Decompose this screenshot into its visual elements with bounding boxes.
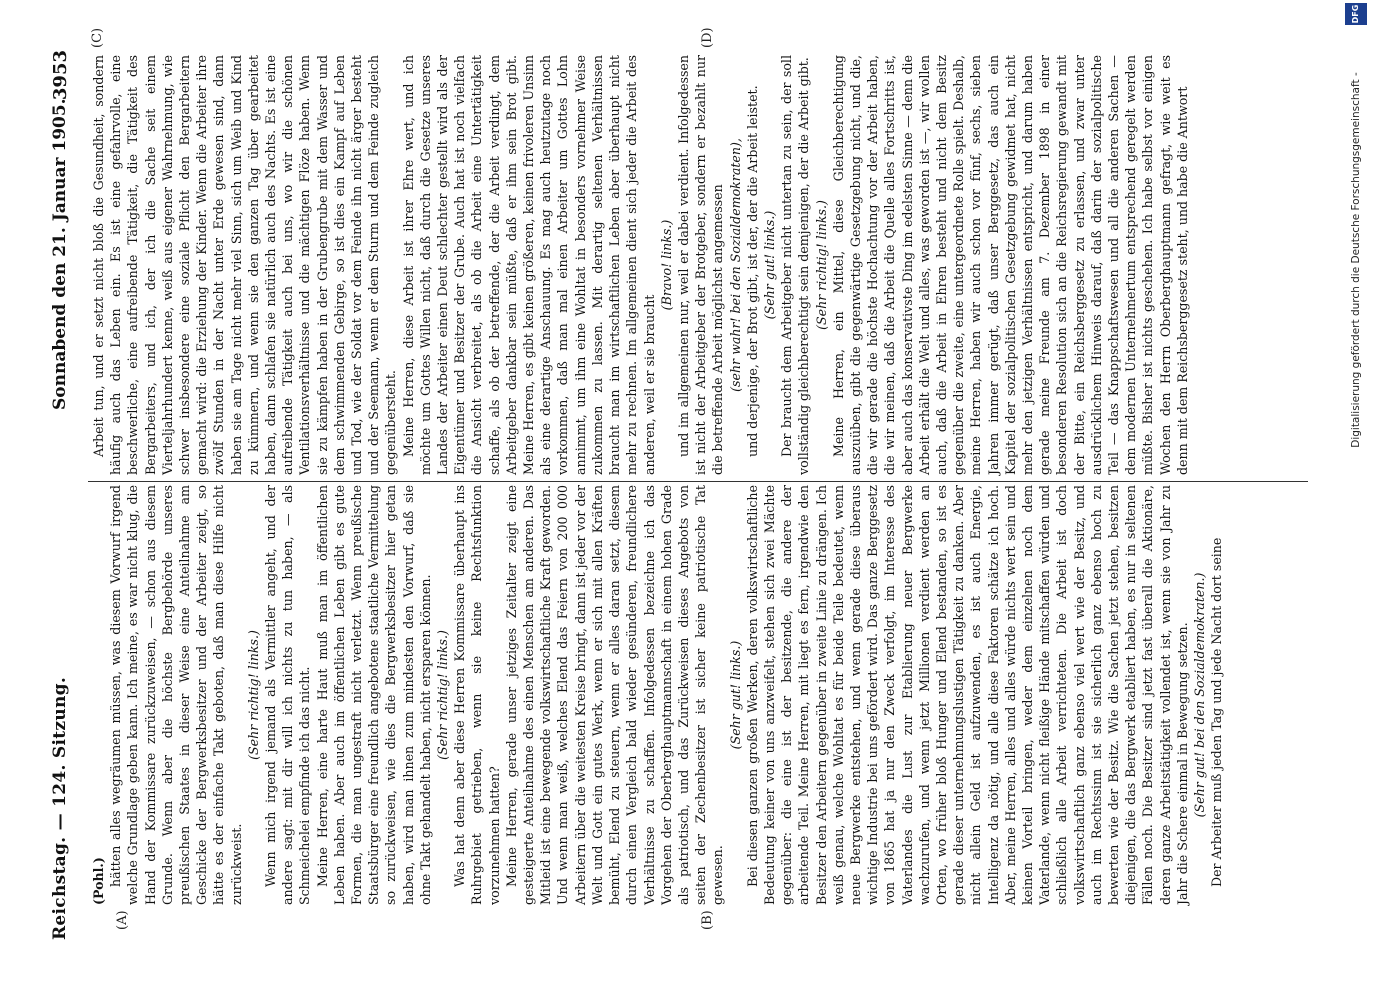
interjection: (Sehr richtig! links.) bbox=[813, 200, 829, 330]
margin-mark-d: (D) bbox=[700, 27, 715, 48]
left-column bbox=[90, 485, 1225, 905]
paragraph: Der braucht dem Arbeitgeber nicht untertan zu sein, der soll vollständig gleichberechtigt sein demjenigen, der die Arbeit gibt. bbox=[779, 55, 812, 475]
dfg-logo bbox=[1345, 3, 1367, 25]
interjection: (sehr wahr! bei den Sozialdemokraten), bbox=[727, 138, 743, 392]
interjection: (Bravo! links.) bbox=[658, 219, 674, 311]
paragraph: hätten alles wegräumen müssen, was diesem Vorwurf irgend welche Grundlage geben kann. Ich meine, es war nicht klug, die Hand der Kommissare zurückzuweisen, — schon aus diesem Grunde. Wenn aber die höchste Bergbehörde unseres preußischen Staates in dieser Weise eine Anteilnahme am Geschicke der Bergwerksbesitzer und der Arbeiter zeigt, so hätte es der einfache Takt geboten, daß man diese Hilfe nicht zurückweist. bbox=[108, 485, 244, 905]
page-number: 3953 bbox=[50, 50, 71, 101]
interjection: (Sehr gut! links.) bbox=[761, 210, 777, 320]
interjection: (Sehr gut! bei den Sozialdemokraten.) bbox=[1192, 572, 1207, 818]
paragraph: Meine Herren, ein Mittel, diese Gleichberechtigung auszuüben, gibt die gegenwärtige Gesetzgebung nicht, und die, die wir gerade die höchste Hochachtung vor der Arbeit haben, die wir meinen, daß die Arbeit die Quelle alles Fortschritts ist, aber auch das konservativste Ding im edelsten Sinne — denn die Arbeit erhält die Welt und alles, was geworden ist —, wir wollen auch, daß die Arbeit in Ehren besteht und nicht dem Besitz gegenüber die zweite, eine untergeordnete Rolle spielt. Deshalb, meine Herren, haben wir auch schon vor fünf, sechs, sieben Jahren immer gerügt, daß unser Berggesetz, das auch ein Kapitel der sozialpolitischen Gesetzgebung gewidmet hat, nicht mehr den jetzigen Verhältnissen entspricht, und darum haben gerade meine Freunde am 7. Dezember 1898 in einer besonderen Resolution sich an die Reichsregierung gewandt mit der Bitte, ein Reichsberggesetz zu erlassen, und zwar unter ausdrücklichem Hinweis darauf, daß darin der sozialpolitische Teil — das Knappschaftswesen und all die anderen Sachen — dem modernen Unternehmertum entsprechend geregelt werden müßte. Bisher ist nichts geschehen. Ich habe selbst vor einigen Wochen den Herrn Oberberghauptmann gefragt, wie weit es denn mit dem Reichsberggesetz steht, und habe die Antwort bbox=[830, 55, 1190, 475]
paragraph: Meine Herren, eine harte Haut muß man im öffentlichen Leben haben. Aber auch im öffentlichen Leben gibt es gute Formen, die man ungestraft nicht verletzt. Wenn preußische Staatsbürger eine freundlich angebotene staatliche Vermittelung so zurückweisen, wie dies die Bergwerksbesitzer hier getan haben, wird man ihnen zum mindesten den Vorwurf, daß sie ohne Takt gehandelt haben, nicht ersparen können. bbox=[314, 485, 433, 905]
paragraph: Bei diesen ganzen großen Werken, deren volkswirtschaftliche Bedeutung keiner von uns anzweifelt, stehen sich zwei Mächte gegenüber: die eine ist der besitzende, die andere der arbeitende Teil. Meine Herren, mit liegt es fern, irgendwie den Besitzer den Arbeitern gegenüber in zweite Linie zu drängen. Ich weiß genau, welche Wohltat es für beide Teile bedeutet, wenn neue Bergwerke entstehen, und wenn gerade diese überaus wichtige Industrie bei uns gefördert wird. Das ganze Berggesetz von 1865 hat ja nur den Zweck verfolgt, im Interesse des Vaterlandes die Lust zur Etablierung neuer Bergwerke wachzurufen, und wenn jetzt Millionen verdient werden an Orten, wo früher bloß Hunger und Elend bestanden, so ist es gerade dieser unternehmungslustigen Tätigkeit zu danken. Aber nicht allein Geld ist aufzuwenden, es ist auch Energie, Intelligenz da nötig, und alle diese Faktoren schätze ich hoch. Aber, meine Herren, alles und alles würde nichts wert sein und keinen Vorteil bringen, weder dem einzelnen noch dem Vaterlande, wenn nicht fleißige Hände mitschaffen würden und schließlich alle Arbeit verrichteten. Die Arbeit ist doch volkswirtschaftlich ganz ebenso viel wert wie der Besitz, und auch im Rechtssinn ist sie sicherlich ganz ebenso hoch zu bewerten wie der Besitz. Wie die Sachen jetzt stehen, besitzen diejenigen, die das Bergwerk etabliert haben, es nur in seltenen Fällen noch. Die Besitzer sind jetzt fast überall die Aktionäre, deren ganze Arbeitstätigkeit vollendet ist, wenn sie von Jahr zu Jahr die Schere einmal in Bewegung setzen. bbox=[744, 485, 1190, 905]
paragraph: Was hat denn aber diese Herren Kommissare überhaupt ins Ruhrgebiet getrieben, wenn sie keine Rechtsfunktion vorzunehmen hatten? bbox=[452, 485, 502, 905]
paragraph: und derjenige, der Brot gibt, ist der, der die Arbeit leistet. bbox=[744, 85, 760, 457]
paragraph: Wenn mich irgend jemand als Vermittler angeht, und der andere sagt: mit dir will ich nichts zu tun haben, — als Schmeichelei empfinde ich das nicht. bbox=[263, 485, 313, 905]
dfg-logo-text: DFG bbox=[1351, 4, 1360, 24]
header-date: Sonnabend den 21. Januar 1905. bbox=[50, 98, 70, 410]
interjection: (Sehr richtig! links.) bbox=[245, 630, 261, 760]
header-left: Reichstag. — 124. Sitzung. bbox=[50, 676, 70, 940]
speaker-name: (Pohl.) bbox=[91, 857, 106, 905]
right-column bbox=[90, 55, 1191, 475]
interjection: (Sehr gut! links.) bbox=[727, 640, 743, 750]
margin-mark-a: (A) bbox=[115, 910, 130, 930]
paragraph: und im allgemeinen nur, weil er dabei verdient. Infolgedessen ist nicht der Arbeitgeber der Brotgeber, sondern er bezahlt nur die betreffende Arbeit möglichst angemessen bbox=[675, 55, 726, 475]
column-divider bbox=[88, 481, 1308, 482]
paragraph: Der Arbeiter muß jeden Tag und jede Nacht dort seine bbox=[1209, 537, 1225, 887]
page-header bbox=[50, 50, 90, 940]
margin-mark-c: (C) bbox=[90, 27, 105, 48]
margin-mark-b: (B) bbox=[700, 910, 715, 930]
paragraph: Arbeit tun, und er setzt nicht bloß die Gesundheit, sondern häufig auch das Leben ein. Es ist eine gefahrvolle, eine beschwerliche, eine aufreibende Tätigkeit, die Tätigkeit des Bergarbeiters, und ich, der ich die Sache seit einem Vierteljahrhundert kenne, weiß aus eigener Wahrnehmung, wie schwer insbesondere eine soziale Pflicht den Bergarbeitern gemacht wird: die Erziehung der Kinder. Wenn die Arbeiter ihre zwölf Stunden in der Nacht unter Erde gewesen sind, dann haben sie am Tage nicht mehr viel Sinn, sich um Weib und Kind zu kümmern, und wenn sie den ganzen Tag über gearbeitet haben, dann schlafen sie natürlich auch des Nachts. Es ist eine aufreibende Tätigkeit auch bei uns, wo wir die schönen Ventilationsverhältnisse und die mächtigen Flöze haben. Wenn sie zu kämpfen haben in der Grubengrube mit dem Wasser und dem schwimmenden Gebirge, so ist dies ein Kampf auf Leben und Tod, wie der Soldat vor dem Feinde ihn nicht ärger besteht und der Seemann, wenn er dem Sturm und dem Feinde zugleich gegenübersteht. bbox=[91, 55, 399, 475]
paragraph: Meine Herren, gerade unser jetziges Zeitalter zeigt eine gesteigerte Anteilnahme des einen Menschen am anderen. Das Mitleid ist eine bewegende volkswirtschaftliche Kraft geworden. Und wenn man weiß, welches Elend das Feiern von 200 000 Arbeitern über die weitesten Kreise bringt, dann ist jeder vor der Welt und Gott ein gutes Werk, wenn er sich mit allen Kräften bemüht, Elend zu steuern, wenn er alles daran setzt, diesem durch einen Vergleich bald wieder gesünderen, freundlichere Verhältnisse zu schaffen. Infolgedessen bezeichne ich das Vorgehen der Oberberghauptmannschaft in einem hohen Grade als patriotisch, und das Zurückweisen dieses Angebots von seiten der Zechenbesitzer ist sicher keine patriotische Tat gewesen. bbox=[503, 485, 726, 905]
paragraph: Meine Herren, diese Arbeit ist ihrer Ehre wert, und ich möchte um Gottes Willen nicht, daß durch die Gesetze unseres Landes der Arbeiter einen Deut schlechter gestellt wird als der Eigentümer und Besitzer der Grube. Auch hat ist noch vielfach die Ansicht verbreitet, als ob die Arbeit eine Untertätigkeit schaffe, als ob der betreffende, der die Arbeit verdingt, dem Arbeitgeber dankbar sein müßte, daß er ihm sein Brot gibt. Meine Herren, es gibt keinen größeren, keinen frivoleren Unsinn als eine derartige Anschauung. Es mag auch heutzutage noch vorkommen, daß man mal einen Arbeiter um Gottes Lohn annimmt, um ihm eine Wohltat in besonders vornehmer Weise zukommen zu lassen. Mit derartig seltenen Verhältnissen braucht man im wirtschaftlichen Leben aber überhaupt nicht mehr zu rechnen. Im allgemeinen dient sich jeder die Arbeit des anderen, weil er sie braucht bbox=[400, 55, 657, 475]
interjection: (Sehr richtig! links.) bbox=[435, 630, 451, 760]
digitization-credit: Digitalisierung gefördert durch die Deutsche Forschungsgemeinschaft - bbox=[1350, 72, 1362, 448]
